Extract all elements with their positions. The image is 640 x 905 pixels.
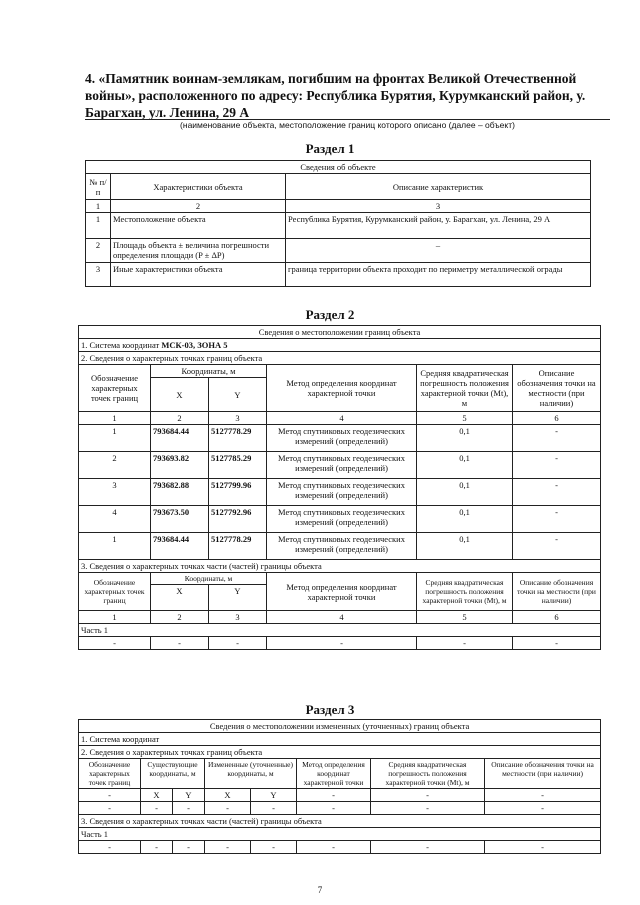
table-row bbox=[79, 506, 601, 533]
s1-header-char: Характеристики объекта bbox=[111, 174, 286, 200]
s2-part-colnum: 1 bbox=[79, 611, 151, 624]
s2-point-id: 1 bbox=[79, 425, 151, 452]
s2-sys-label: 1. Система координат bbox=[81, 340, 162, 350]
section-3-table bbox=[78, 719, 601, 854]
s1-row-char: Площадь объекта ± величина погрешности определения площади (P ± ΔP) bbox=[111, 239, 286, 263]
s2-caption: Сведения о местоположении границ объекта bbox=[79, 326, 601, 339]
s3-caption: Сведения о местоположении измененных (уточненных) границ объекта bbox=[79, 720, 601, 733]
s2-description: - bbox=[513, 533, 601, 560]
s2-colnum: 4 bbox=[267, 412, 417, 425]
s3-header-point: Обозначение характерных точек границ bbox=[79, 759, 141, 789]
s3-header-x: X bbox=[141, 789, 173, 802]
s2-description: - bbox=[513, 425, 601, 452]
s2-x-value: 793682.88 bbox=[151, 479, 209, 506]
s2-accuracy: 0,1 bbox=[417, 533, 513, 560]
s3-cell: - bbox=[297, 802, 371, 815]
s2-points-label: 2. Сведения о характерных точках границ объекта bbox=[79, 352, 601, 365]
s3-cell: - bbox=[251, 802, 297, 815]
s2-part-cell: - bbox=[209, 637, 267, 650]
s2-description: - bbox=[513, 452, 601, 479]
s3-part-cell: - bbox=[297, 841, 371, 854]
table-row bbox=[79, 802, 601, 815]
s3-cell: - bbox=[297, 789, 371, 802]
s1-row-desc: Республика Бурятия, Курумканский район, у. Барагхан, ул. Ленина, 29 А bbox=[286, 213, 591, 239]
s2-method: Метод спутниковых геодезических измерений (определений) bbox=[267, 479, 417, 506]
s2-header-x: X bbox=[151, 378, 209, 412]
s3-cell: - bbox=[485, 789, 601, 802]
s2-y-value: 5127778.29 bbox=[209, 425, 267, 452]
s3-header-y: Y bbox=[173, 789, 205, 802]
s2-header-coords: Координаты, м bbox=[151, 365, 267, 378]
s3-part-cell: - bbox=[205, 841, 251, 854]
s3-cell: - bbox=[173, 802, 205, 815]
page-number: 7 bbox=[317, 885, 323, 895]
s2-header-method: Метод определения координат характерной точки bbox=[267, 365, 417, 412]
s2-colnum: 5 bbox=[417, 412, 513, 425]
s3-cell: - bbox=[79, 802, 141, 815]
s2-part-colnum: 4 bbox=[267, 611, 417, 624]
s2-method: Метод спутниковых геодезических измерений (определений) bbox=[267, 452, 417, 479]
s3-header-description: Описание обозначения точки на местности (при наличии) bbox=[485, 759, 601, 789]
s2-sys-value: МСК-03, ЗОНА 5 bbox=[161, 340, 228, 350]
s3-header-method: Метод определения координат характерной точки bbox=[297, 759, 371, 789]
s2-header-accuracy: Средняя квадратическая погрешность положения характерной точки (Mt), м bbox=[417, 365, 513, 412]
s3-cell: - bbox=[141, 802, 173, 815]
s3-part-cell: - bbox=[485, 841, 601, 854]
s3-header-x2: X bbox=[205, 789, 251, 802]
s2-y-value: 5127785.29 bbox=[209, 452, 267, 479]
object-subtitle: (наименование объекта, местоположение границ которого описано (далее – объект) bbox=[180, 120, 515, 130]
s2-part-cell: - bbox=[417, 637, 513, 650]
table-row bbox=[86, 239, 591, 263]
s2-accuracy: 0,1 bbox=[417, 479, 513, 506]
s1-header-desc: Описание характеристик bbox=[286, 174, 591, 200]
s3-part-cell: - bbox=[371, 841, 485, 854]
s3-part-cell: - bbox=[251, 841, 297, 854]
s3-part-cell: - bbox=[173, 841, 205, 854]
s2-header-y: Y bbox=[209, 378, 267, 412]
table-row bbox=[79, 452, 601, 479]
s2-point-id: 4 bbox=[79, 506, 151, 533]
s2-part-name: Часть 1 bbox=[79, 624, 601, 637]
table-row bbox=[79, 841, 601, 854]
s2-part-cell: - bbox=[267, 637, 417, 650]
table-row bbox=[79, 789, 601, 802]
section-3-heading: Раздел 3 bbox=[305, 702, 355, 717]
s2-description: - bbox=[513, 479, 601, 506]
s3-cell: - bbox=[371, 802, 485, 815]
s2-part-header-accuracy: Средняя квадратическая погрешность положения характерной точки (Mt), м bbox=[417, 573, 513, 611]
s2-part-header-y: Y bbox=[209, 585, 267, 611]
s2-y-value: 5127799.96 bbox=[209, 479, 267, 506]
s2-x-value: 793684.44 bbox=[151, 425, 209, 452]
s2-header-point: Обозначение характерных точек границ bbox=[79, 365, 151, 412]
s2-point-id: 3 bbox=[79, 479, 151, 506]
s2-y-value: 5127778.29 bbox=[209, 533, 267, 560]
s2-colnum: 3 bbox=[209, 412, 267, 425]
s1-row-char: Иные характеристики объекта bbox=[111, 263, 286, 287]
s2-part-colnum: 6 bbox=[513, 611, 601, 624]
table-row bbox=[79, 637, 601, 650]
s3-part-label: 3. Сведения о характерных точках части (частей) границы объекта bbox=[79, 815, 601, 828]
s2-part-header-x: X bbox=[151, 585, 209, 611]
s2-point-id: 1 bbox=[79, 533, 151, 560]
s3-cell: - bbox=[79, 789, 141, 802]
s1-caption: Сведения об объекте bbox=[86, 161, 591, 174]
s2-coord-system bbox=[79, 339, 601, 352]
s2-part-colnum: 2 bbox=[151, 611, 209, 624]
s2-part-header-description: Описание обозначения точки на местности (при наличии) bbox=[513, 573, 601, 611]
s2-part-header-point: Обозначение характерных точек границ bbox=[79, 573, 151, 611]
table-row bbox=[86, 213, 591, 239]
table-row bbox=[79, 479, 601, 506]
s3-cell: - bbox=[371, 789, 485, 802]
s2-accuracy: 0,1 bbox=[417, 452, 513, 479]
section-2-table bbox=[78, 325, 601, 650]
s3-part-cell: - bbox=[79, 841, 141, 854]
s2-x-value: 793673.50 bbox=[151, 506, 209, 533]
s2-part-colnum: 3 bbox=[209, 611, 267, 624]
s3-points-label: 2. Сведения о характерных точках границ объекта bbox=[79, 746, 601, 759]
s2-y-value: 5127792.96 bbox=[209, 506, 267, 533]
s2-part-header-method: Метод определения координат характерной точки bbox=[267, 573, 417, 611]
s2-x-value: 793684.44 bbox=[151, 533, 209, 560]
s1-header-num: № п/п bbox=[86, 174, 111, 200]
s3-coord-system: 1. Система координат bbox=[79, 733, 601, 746]
s2-header-description: Описание обозначения точки на местности (при наличии) bbox=[513, 365, 601, 412]
s2-part-cell: - bbox=[151, 637, 209, 650]
s2-part-cell: - bbox=[513, 637, 601, 650]
s2-part-label: 3. Сведения о характерных точках части (частей) границы объекта bbox=[79, 560, 601, 573]
object-title: 4. «Памятник воинам-землякам, погибшим на фронтах Великой Отечественной войны», расположенного по адресу: Республика Бурятия, Курумканский район, у. Барагхан, ул. Ленина, 29 А bbox=[85, 71, 586, 120]
s3-header-accuracy: Средняя квадратическая погрешность положения характерной точки (Mt), м bbox=[371, 759, 485, 789]
s2-description: - bbox=[513, 506, 601, 533]
s1-colnum: 2 bbox=[111, 200, 286, 213]
section-2-heading: Раздел 2 bbox=[305, 307, 355, 322]
s2-colnum: 2 bbox=[151, 412, 209, 425]
s3-header-changed: Измененные (уточненные) координаты, м bbox=[205, 759, 297, 789]
s2-point-id: 2 bbox=[79, 452, 151, 479]
table-row bbox=[79, 425, 601, 452]
s1-row-num: 2 bbox=[86, 239, 111, 263]
s2-x-value: 793693.82 bbox=[151, 452, 209, 479]
s2-part-header-coords: Координаты, м bbox=[151, 573, 267, 585]
s3-part-name: Часть 1 bbox=[79, 828, 601, 841]
s1-row-desc: граница территории объекта проходит по периметру металлической ограды bbox=[286, 263, 591, 287]
section-1-heading: Раздел 1 bbox=[305, 141, 355, 156]
s2-part-cell: - bbox=[79, 637, 151, 650]
s3-cell: - bbox=[485, 802, 601, 815]
s2-part-colnum: 5 bbox=[417, 611, 513, 624]
s2-accuracy: 0,1 bbox=[417, 425, 513, 452]
s2-method: Метод спутниковых геодезических измерений (определений) bbox=[267, 506, 417, 533]
s3-header-y2: Y bbox=[251, 789, 297, 802]
section-1-table bbox=[85, 160, 591, 287]
s3-part-cell: - bbox=[141, 841, 173, 854]
table-row bbox=[86, 263, 591, 287]
s1-row-num: 1 bbox=[86, 213, 111, 239]
s2-method: Метод спутниковых геодезических измерений (определений) bbox=[267, 425, 417, 452]
s1-colnum: 1 bbox=[86, 200, 111, 213]
s1-row-char: Местоположение объекта bbox=[111, 213, 286, 239]
s2-accuracy: 0,1 bbox=[417, 506, 513, 533]
s2-colnum: 6 bbox=[513, 412, 601, 425]
s1-row-desc: – bbox=[286, 239, 591, 263]
s2-method: Метод спутниковых геодезических измерений (определений) bbox=[267, 533, 417, 560]
s1-colnum: 3 bbox=[286, 200, 591, 213]
s2-colnum: 1 bbox=[79, 412, 151, 425]
s1-row-num: 3 bbox=[86, 263, 111, 287]
table-row bbox=[79, 533, 601, 560]
s3-header-existing: Существующие координаты, м bbox=[141, 759, 205, 789]
s3-cell: - bbox=[205, 802, 251, 815]
